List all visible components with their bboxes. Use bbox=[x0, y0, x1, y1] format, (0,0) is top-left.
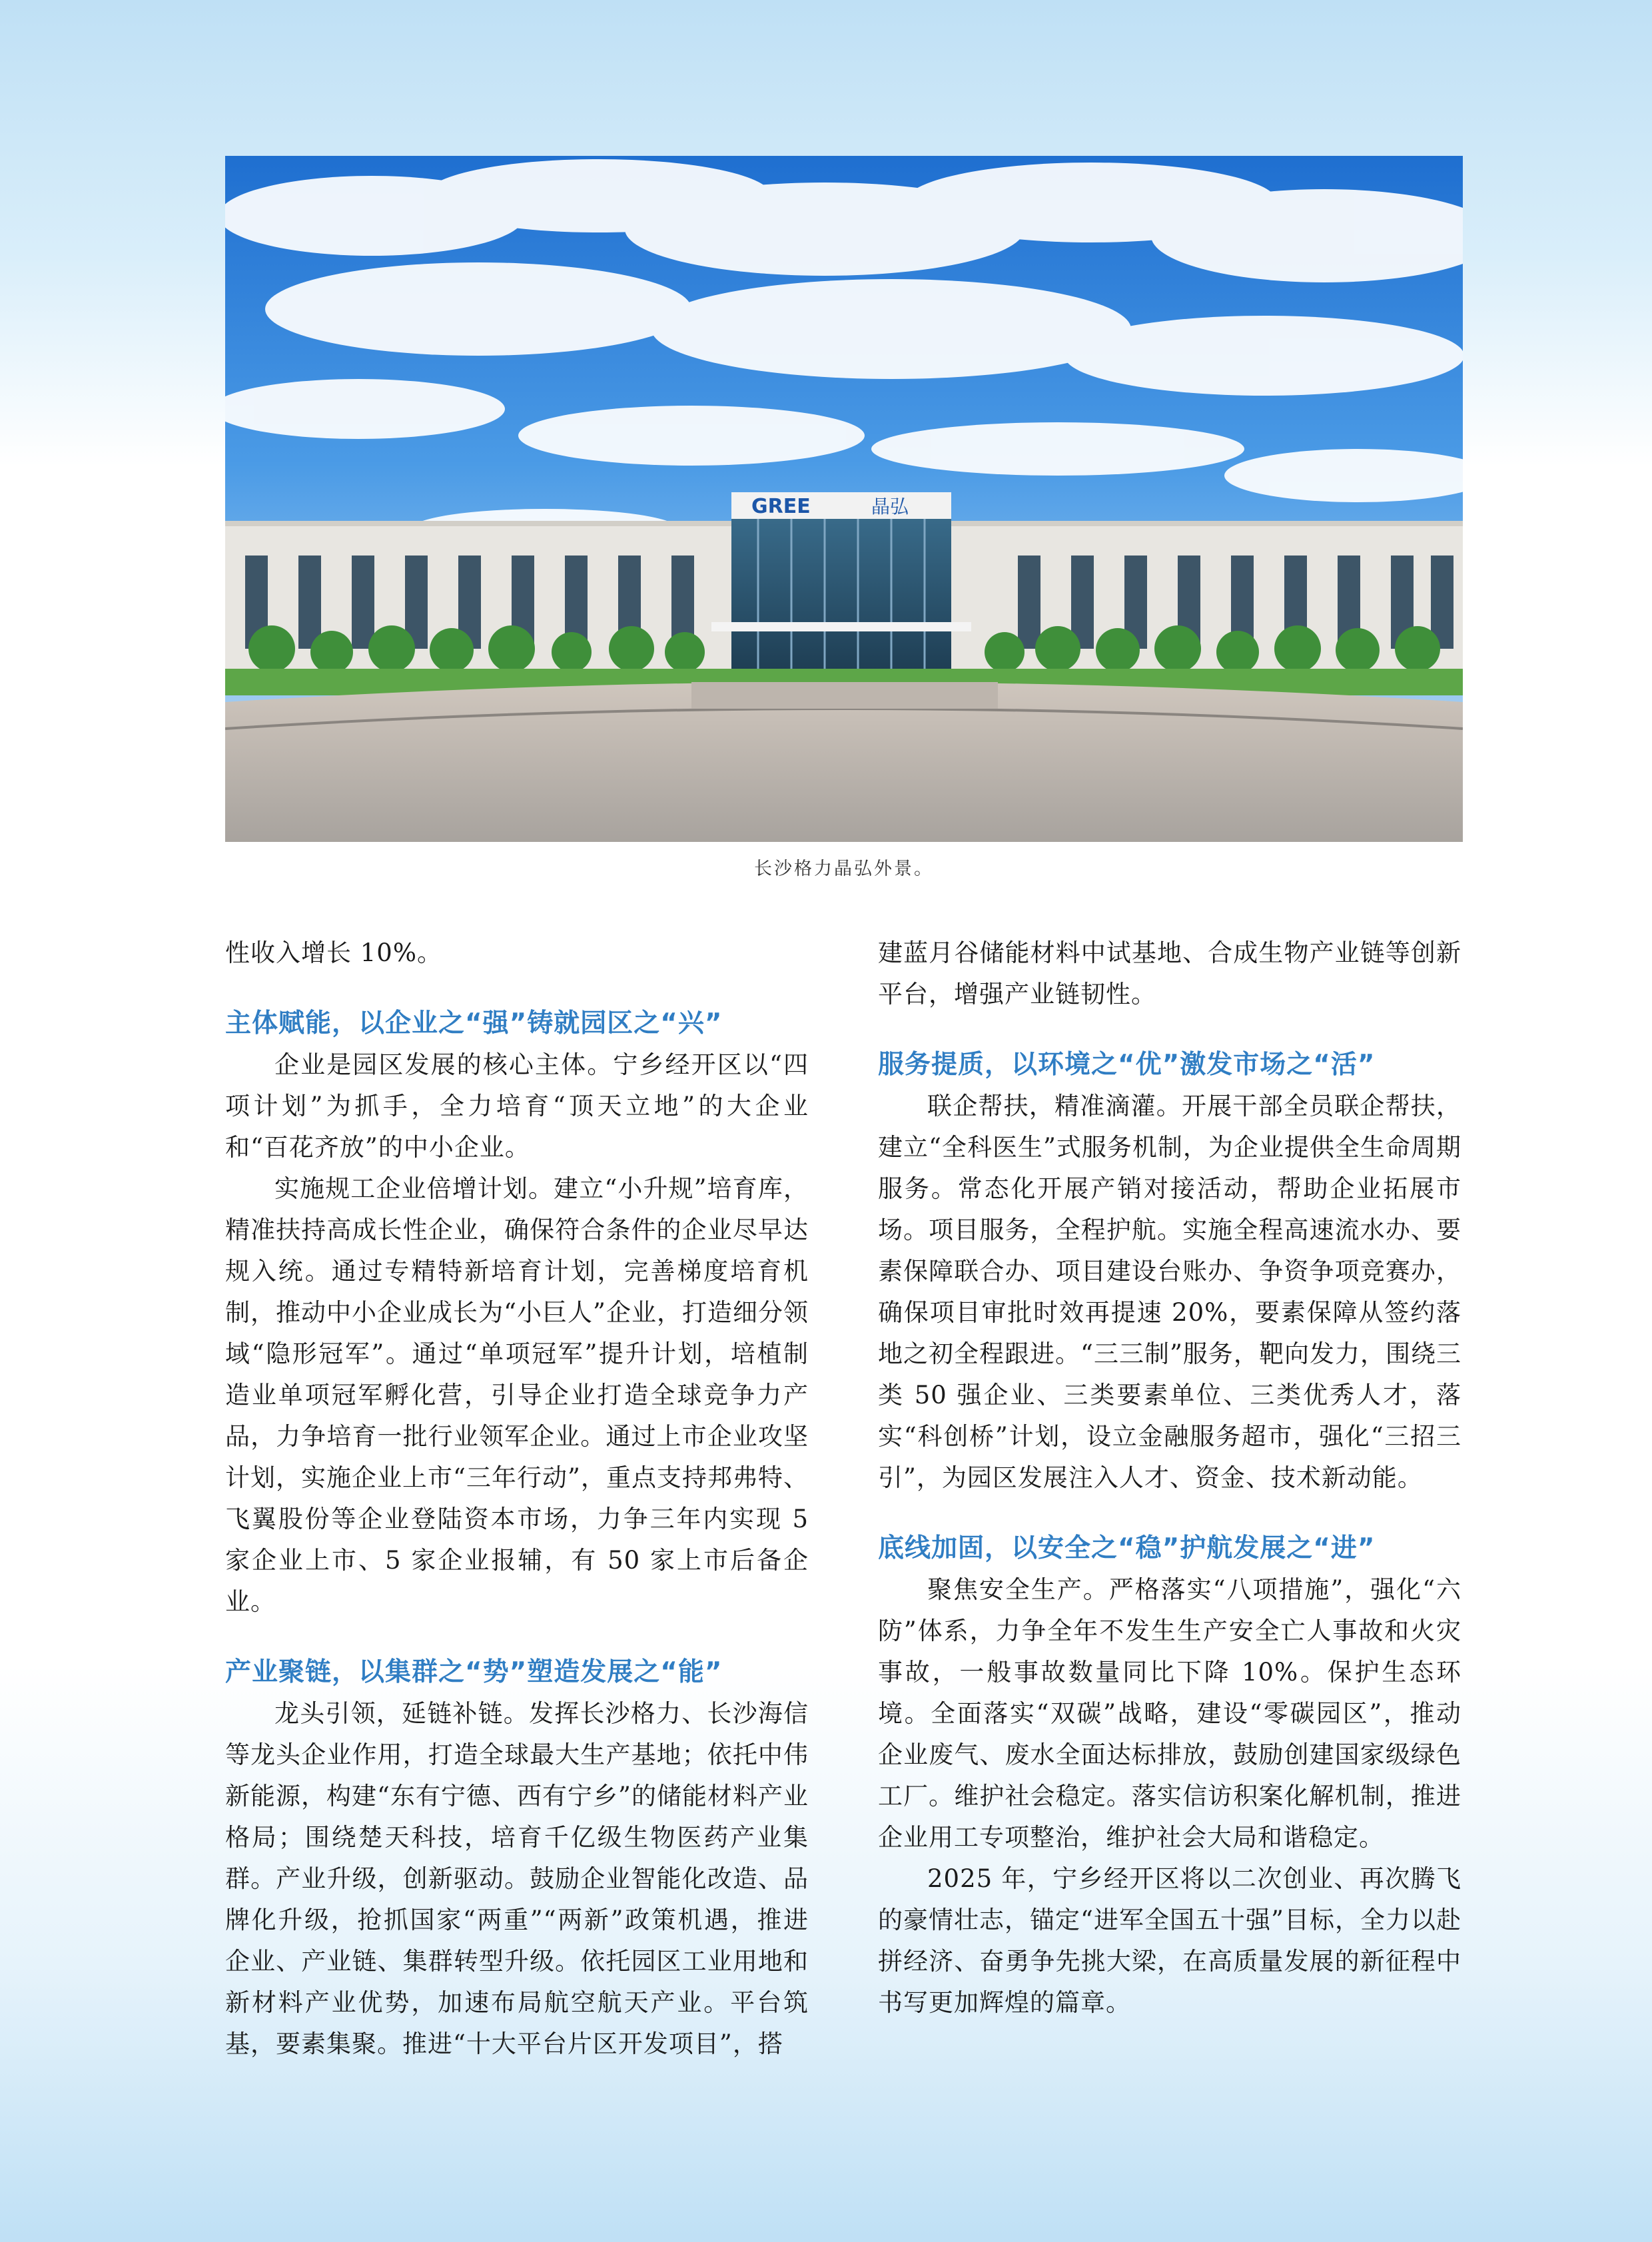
paragraph: 联企帮扶，精准滴灌。开展干部全员联企帮扶，建立“全科医生”式服务机制，为企业提供全生命周期服务。常态化开展产销对接活动，帮助企业拓展市场。项目服务，全程护航。实施全程高速流水办、要素保障联合办、项目建设台账办、争资争项竞赛办，确保项目审批时效再提速 20%，要素保障从签约落地之初全程跟进。“三三制”服务，靶向发力，围绕三类 50 强企业、三类要素单位、三类优秀人才，落实“科创桥”计划，设立金融服务超市，强化“三招三引”，为园区发展注入人才、资金、技术新动能。 bbox=[878, 1092, 1461, 1492]
factory-exterior-photo bbox=[225, 156, 1463, 842]
building-photo-icon bbox=[225, 156, 1463, 842]
left-column bbox=[225, 933, 809, 2065]
photo-caption: 长沙格力晶弘外景。 bbox=[754, 859, 934, 879]
right-column bbox=[878, 933, 1461, 2024]
paragraph: 企业是园区发展的核心主体。宁乡经开区以“四项计划”为抓手，全力培育“顶天立地”的大企业和“百花齐放”的中小企业。 bbox=[225, 1050, 809, 1162]
paragraph: 性收入增长 10%。 bbox=[225, 938, 442, 967]
section-heading: 底线加固，以安全之“稳”护航发展之“进” bbox=[878, 1533, 1376, 1563]
section-heading: 主体赋能，以企业之“强”铸就园区之“兴” bbox=[225, 1008, 723, 1038]
section-heading: 服务提质，以环境之“优”激发市场之“活” bbox=[878, 1050, 1376, 1080]
gree-sign: GREE bbox=[751, 495, 811, 518]
paragraph: 2025 年，宁乡经开区将以二次创业、再次腾飞的豪情壮志，锚定“进军全国五十强”目标，全力以赴拼经济、奋勇争先挑大梁，在高质量发展的新征程中书写更加辉煌的篇章。 bbox=[878, 1864, 1461, 2017]
paragraph: 实施规工企业倍增计划。建立“小升规”培育库，精准扶持高成长性企业，确保符合条件的企业尽早达规入统。通过专精特新培育计划，完善梯度培育机制，推动中小企业成长为“小巨人”企业，打造细分领域“隐形冠军”。通过“单项冠军”提升计划，培植制造业单项冠军孵化营，引导企业打造全球竞争力产品，力争培育一批行业领军企业。通过上市企业攻坚计划，实施企业上市“三年行动”，重点支持邦弗特、飞翼股份等企业登陆资本市场，力争三年内实现 5 家企业上市、5 家企业报辅，有 50 家上市后备企业。 bbox=[225, 1174, 809, 1616]
paragraph: 建蓝月谷储能材料中试基地、合成生物产业链等创新平台，增强产业链韧性。 bbox=[878, 938, 1461, 1008]
paragraph: 龙头引领，延链补链。发挥长沙格力、长沙海信等龙头企业作用，打造全球最大生产基地；依托中伟新能源，构建“东有宁德、西有宁乡”的储能材料产业格局；围绕楚天科技，培育千亿级生物医药产业集群。产业升级，创新驱动。鼓励企业智能化改造、品牌化升级，抢抓国家“两重”“两新”政策机遇，推进企业、产业链、集群转型升级。依托园区工业用地和新材料产业优势，加速布局航空航天产业。平台筑基，要素集聚。推进“十大平台片区开发项目”，搭 bbox=[225, 1699, 809, 2058]
section-heading: 产业聚链，以集群之“势”塑造发展之“能” bbox=[225, 1657, 723, 1687]
jinghong-sign: 晶弘 bbox=[871, 496, 909, 518]
paragraph: 聚焦安全生产。严格落实“八项措施”，强化“六防”体系，力争全年不发生生产安全亡人事故和火灾事故，一般事故数量同比下降 10%。保护生态环境。全面落实“双碳”战略，建设“零碳园区”，推动企业废气、废水全面达标排放，鼓励创建国家级绿色工厂。维护社会稳定。落实信访积案化解机制，推进企业用工专项整治，维护社会大局和谐稳定。 bbox=[878, 1575, 1461, 1852]
